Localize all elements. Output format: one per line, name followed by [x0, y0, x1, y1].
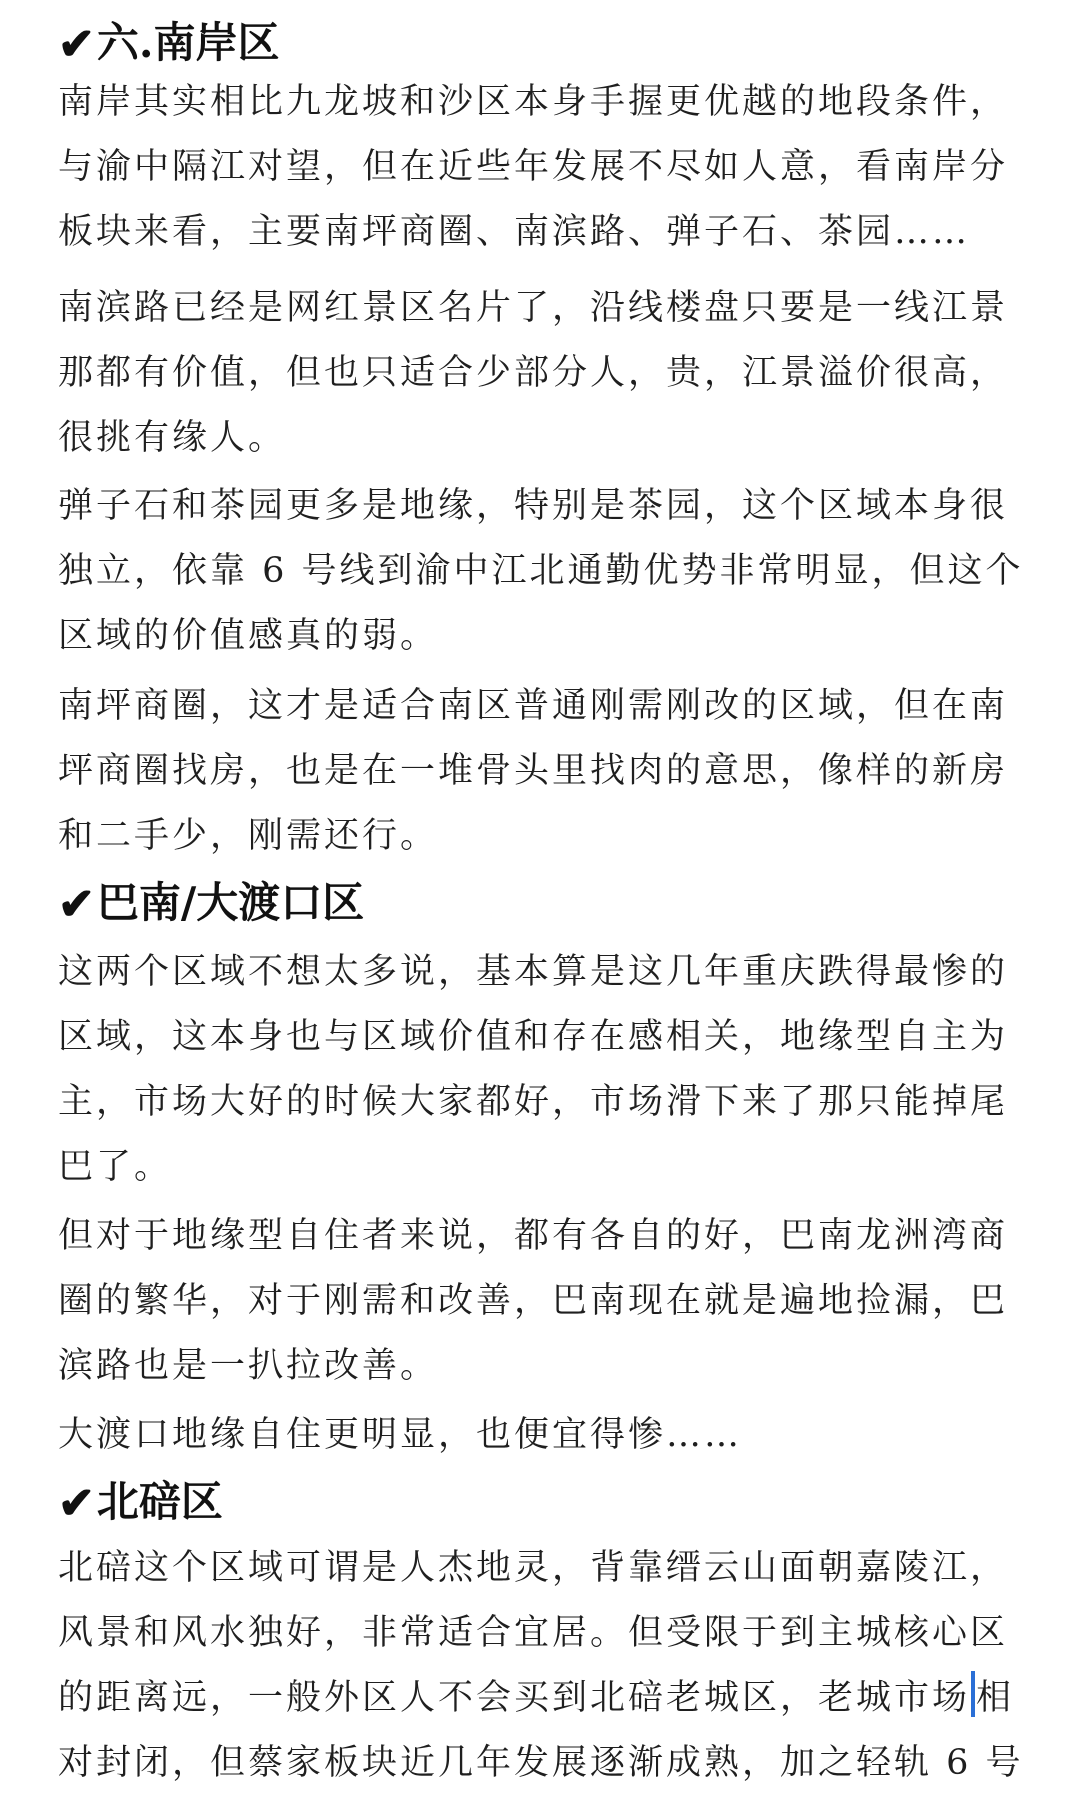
text-segment: 相 — [976, 1678, 1015, 1718]
paragraph — [58, 276, 1024, 471]
text-line: 南坪商圈，这才是适合南区普通刚需刚改的区域，但在南 — [58, 686, 1009, 726]
paragraph — [58, 674, 1024, 869]
text-line: 滨路也是一扒拉改善。 — [58, 1346, 439, 1386]
text-line: 坪商圈找房，也是在一堆骨头里找肉的意思，像样的新房 — [58, 751, 1009, 791]
text-line: 很挑有缘人。 — [58, 418, 287, 458]
text-line: 独立，依靠 6 号线到渝中江北通勤优势非常明显，但这个 — [58, 551, 1024, 591]
paragraph — [58, 70, 1024, 265]
text-line — [58, 1666, 1024, 1731]
text-line: 风景和风水独好，非常适合宜居。但受限于到主城核心区 — [58, 1613, 1009, 1653]
text-line: 南滨路已经是网红景区名片了，沿线楼盘只要是一线江景 — [58, 288, 1009, 328]
text-line: 这两个区域不想太多说，基本算是这几年重庆跌得最惨的 — [58, 952, 1009, 992]
paragraph — [58, 1204, 1024, 1399]
text-line: 巴了。 — [58, 1147, 173, 1187]
text-line: 板块来看，主要南坪商圈、南滨路、弹子石、茶园…… — [58, 212, 971, 252]
text-line: 区域的价值感真的弱。 — [58, 616, 439, 656]
checkmark-icon: ✔ — [58, 879, 95, 930]
paragraph — [58, 940, 1024, 1200]
text-line: 圈的繁华，对于刚需和改善，巴南现在就是遍地捡漏，巴 — [58, 1281, 1009, 1321]
paragraph — [58, 474, 1024, 669]
heading-text: 六.南岸区 — [96, 18, 280, 67]
paragraph — [58, 1403, 1024, 1468]
text-line: 南岸其实相比九龙坡和沙区本身手握更优越的地段条件， — [58, 82, 1009, 122]
checkmark-icon: ✔ — [58, 19, 95, 70]
text-segment: 的距离远，一般外区人不会买到北碚老城区，老城市场 — [58, 1678, 971, 1718]
section-heading-nanan — [58, 14, 280, 72]
text-line: 与渝中隔江对望，但在近些年发展不尽如人意，看南岸分 — [58, 147, 1009, 187]
text-line: 那都有价值，但也只适合少部分人，贵，江景溢价很高， — [58, 353, 1009, 393]
text-line: 但对于地缘型自住者来说，都有各自的好，巴南龙洲湾商 — [58, 1216, 1009, 1256]
text-line: 大渡口地缘自住更明显，也便宜得惨…… — [58, 1415, 743, 1455]
text-line: 对封闭，但蔡家板块近几年发展逐渐成熟，加之轻轨 6 号 — [58, 1743, 1024, 1783]
text-line: 北碚这个区域可谓是人杰地灵，背靠缙云山面朝嘉陵江， — [58, 1548, 1009, 1588]
text-line: 和二手少，刚需还行。 — [58, 816, 439, 856]
checkmark-icon: ✔ — [58, 1478, 95, 1529]
heading-text: 北碚区 — [96, 1477, 223, 1526]
text-line: 主，市场大好的时候大家都好，市场滑下来了那只能掉尾 — [58, 1082, 1009, 1122]
text-cursor — [971, 1671, 975, 1717]
section-heading-beibei — [58, 1473, 223, 1531]
section-heading-banan-dadukou — [58, 874, 364, 932]
paragraph — [58, 1536, 1024, 1796]
heading-text: 巴南/大渡口区 — [96, 878, 365, 927]
text-line: 弹子石和茶园更多是地缘，特别是茶园，这个区域本身很 — [58, 486, 1009, 526]
text-line: 区域，这本身也与区域价值和存在感相关，地缘型自主为 — [58, 1017, 1009, 1057]
